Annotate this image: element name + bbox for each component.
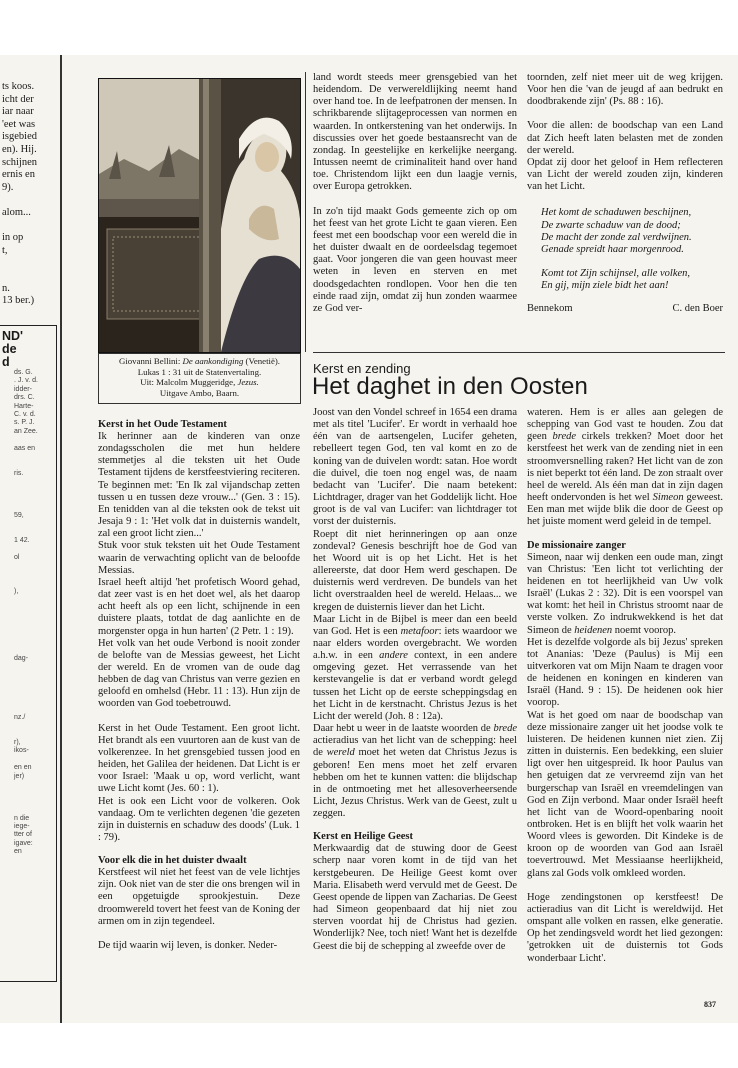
paragraph: De tijd waarin wij leven, is donker. Neder- bbox=[98, 939, 278, 951]
paragraph: Israel heeft altijd 'het profetisch Woord gehad, dat zeer vast is en het doet wel, als het daarop acht heeft als op een licht, schijnende in een duistere plaats, totdat de dag aanlichte en de morgenster opga in hun harten' (2 Petr. 1 : 19). bbox=[98, 576, 300, 637]
previous-box-line bbox=[14, 596, 56, 604]
previous-box-line: n die bbox=[14, 814, 30, 822]
caption-painting-title: De aankondiging bbox=[182, 356, 244, 366]
signature-place: Bennekom bbox=[527, 302, 573, 314]
previous-box-heading-line: ND' bbox=[2, 329, 24, 343]
paragraph: Voor die allen: de boodschap van een Land dat Zich heeft laten belasten met de zonden der wereld. bbox=[527, 120, 723, 156]
paragraph: Het is ook een Licht voor de volkeren. Ook vandaag. Om te verlichten degenen 'die gezeten zijn in duisternis en schaduw des doods' (Luk. 1 : 79). bbox=[98, 795, 300, 843]
previous-box-text bbox=[0, 369, 56, 857]
previous-box-line: ris. bbox=[14, 469, 24, 477]
previous-box-line: drs. C. bbox=[14, 394, 35, 402]
caption-line: Uitgave Ambo, Baarn. bbox=[159, 387, 240, 398]
caption-text: (Venetië). bbox=[243, 356, 280, 366]
paragraph: toornden, zelf niet meer uit de weg krijgen. Voor hen die 'van de jeugd af aan bedrukt en doodbrakende zijn' (Ps. 88 : 16). bbox=[527, 72, 723, 108]
previous-box-line: r), bbox=[14, 738, 21, 746]
paragraph: In zo'n tijd maakt Gods gemeente zich op om het feest van het grote Licht te gaan vieren. Een feest met een boodschap voor een wereld die in het duister dwaalt en de oordeelsdag tegemoet gaat. Voor jongeren die van geen houvast meer weten in leven en sterven en met doodsgedachten rondlopen. Voor hen die ten einde raad zijn, omdat zij hun zonden waarmee ze God ver- bbox=[313, 205, 517, 314]
previous-box-line: idder- bbox=[14, 385, 32, 393]
previous-page-line: icht der bbox=[2, 93, 34, 105]
previous-page-line: 13 ber.) bbox=[2, 295, 35, 307]
previous-box-line bbox=[14, 495, 56, 503]
previous-box-line: C. v. d. bbox=[14, 411, 36, 419]
previous-box-line bbox=[14, 646, 56, 654]
section-heading: Kerst en Heilige Geest bbox=[313, 831, 414, 843]
previous-box-line bbox=[14, 705, 56, 713]
previous-box-line bbox=[14, 730, 56, 738]
previous-article-column-2 bbox=[313, 72, 517, 315]
paragraph: Opdat zij door het geloof in Hem reflecteren van Licht der wereld zouden zijn, kinderen van het Licht. bbox=[527, 156, 723, 193]
paragraph: Stuk voor stuk teksten uit het Oude Testament waarin de verwachting oplicht van de beloofde Messias. bbox=[98, 540, 300, 576]
previous-box-line bbox=[14, 562, 56, 570]
page-number: 837 bbox=[704, 1000, 716, 1009]
previous-box-line bbox=[14, 672, 56, 680]
paragraph: Hoge zendingstonen op kerstfeest! De actieradius van dit Licht is wereldwijd. Het omspant alle volken en rassen, elke generatie. Op het zendingsveld wordt het lied gezongen: 'getrokken uit de duisternis tot Gods wonderbaar Licht'. bbox=[527, 891, 723, 964]
article-column-3 bbox=[527, 407, 723, 965]
previous-box-line bbox=[14, 478, 56, 486]
previous-box-heading-line: d bbox=[2, 355, 10, 369]
caption-line bbox=[99, 377, 300, 388]
paragraph: Simeon, naar wij denken een oude man, zingt van Christus: 'Een licht tot verlichting der heidenen en tot heerlijkheid van Uw volk Israël' (Lukas 2 : 32). Dit is een voorspel van wat komt: het heil in Christus stroomt naar de verste volken. Zo indrukwekkend is het dat Simeon de heidenen noemt voorop. bbox=[527, 551, 723, 636]
caption-line: Lukas 1 : 31 uit de Statenvertaling. bbox=[137, 366, 262, 377]
previous-article-paragraphs bbox=[527, 72, 723, 193]
previous-box-line: 59, bbox=[14, 511, 24, 519]
previous-box-line bbox=[14, 504, 56, 512]
previous-page-line: t, bbox=[2, 244, 8, 256]
paragraph: Kerstfeest wil niet het feest van de vele lichtjes zijn. Ook niet van de ster die ons brengen wil in een opgetuigde sprookjestuin. Deze droomwereld tovert het feest van de Koning der armen om in zijn tegendeel. bbox=[98, 867, 300, 927]
caption-text: Uit: Malcolm Muggeridge, bbox=[140, 377, 238, 388]
previous-box-line bbox=[14, 520, 56, 528]
previous-page-line: iar naar bbox=[2, 106, 34, 118]
previous-page-line: 'eet was bbox=[2, 118, 36, 130]
previous-box-line bbox=[14, 453, 56, 461]
verse-line: En gij, mijn ziele bidt het aan! bbox=[541, 280, 669, 292]
previous-box-line bbox=[14, 688, 56, 696]
previous-box-line bbox=[14, 798, 56, 806]
previous-box-line: igave: bbox=[14, 839, 33, 847]
paragraph: wateren. Hem is er alles aan gelegen de schepping van God vast te houden. Zou dat geen brede cirkels trekken? Moet door het kerstfeest het werk van de zending niet in een stroomversnelling raken? Het licht van de zon is niet beperkt tot één land. De zon straalt over heel de wereld. Als één man dat in zijn dagen heeft ondervonden is het wel Simeon geweest. Een man met wijde blik die door de Geest op het juiste moment werd geleid in de tempel. bbox=[527, 407, 724, 528]
previous-box-line: en bbox=[14, 848, 22, 856]
previous-box-heading-line: de bbox=[2, 342, 17, 356]
previous-box-line bbox=[14, 756, 56, 764]
previous-page-line bbox=[2, 257, 58, 270]
previous-box-line bbox=[14, 546, 56, 554]
caption-book-title: Jezus. bbox=[237, 377, 259, 388]
previous-page-line: alom... bbox=[2, 206, 31, 218]
previous-page-line bbox=[2, 270, 58, 283]
previous-box-line bbox=[14, 789, 56, 797]
previous-page-box bbox=[0, 325, 57, 982]
previous-box-line: Harte- bbox=[14, 402, 34, 410]
section-heading: De missionaire zanger bbox=[527, 539, 626, 551]
previous-box-line: . J. v. d. bbox=[14, 377, 38, 385]
previous-box-line: nz./ bbox=[14, 713, 26, 721]
previous-box-line bbox=[14, 680, 56, 688]
verse-line bbox=[541, 256, 723, 268]
previous-page-line bbox=[2, 220, 58, 233]
paragraph: Roept dit niet herinneringen op aan onze zondeval? Genesis beschrijft hoe de God van het Woord uit is op het Licht. Het is het allereerste, dat door Hem werd geschapen. De duisternis werd verdreven. De bundels van het licht overstraalden heel de wereld. Helaas... we kregen de duisternis liever dan het Licht. bbox=[313, 528, 517, 613]
verse-line: De zwarte schaduw van de dood; bbox=[541, 219, 681, 231]
previous-box-line: tter of bbox=[14, 831, 32, 839]
article-title: Het daghet in den Oosten bbox=[312, 373, 588, 400]
section-rule bbox=[313, 352, 725, 353]
previous-box-line bbox=[14, 722, 56, 730]
previous-page-line: schijnen bbox=[2, 156, 37, 168]
previous-box-heading bbox=[0, 326, 56, 369]
previous-box-line bbox=[14, 579, 56, 587]
previous-box-line: jer) bbox=[14, 772, 25, 780]
verse-line: De macht der zonde zal verdwijnen. bbox=[541, 231, 692, 243]
column-divider bbox=[305, 72, 306, 352]
previous-box-line bbox=[14, 697, 56, 705]
previous-box-line: ), bbox=[14, 587, 19, 595]
image-caption bbox=[98, 353, 301, 404]
paragraph: Merkwaardig dat de stuwing door de Geest scherp naar voren komt in de tijd van het kerstgebeuren. De Heilige Geest komt over Maria. Elisabeth werd vervuld met de Geest. De Geest opende de lippen van Zacharias. De Geest had Simeon geopenbaard dat hij niet zou sterven voordat hij de Christus had gezien. Wonderlijk? Nee, toch niet! Want het is dezelfde Geest die bij de schepping al zweefde over de bbox=[313, 843, 517, 952]
verse-line: Het komt de schaduwen beschijnen, bbox=[541, 207, 692, 219]
previous-box-line: an Zee. bbox=[14, 427, 38, 435]
article-column-2 bbox=[313, 407, 517, 953]
hymn-verse bbox=[527, 207, 723, 292]
paragraph: Maar Licht in de Bijbel is meer dan een beeld van God. Het is een metafoor: iets waardoor we naar elders worden overgebracht. We worden a.h.w. in een andere context, in een andere omgeving gezet. Het verrassende van het kerstevangelie is dat er verband wordt gelegd tussen het Licht op de eerste scheppingsdag en het Licht in de kerstnacht. Christus Jezus is het Licht der wereld (Joh. 8 : 12a). bbox=[313, 613, 517, 722]
paragraph: Het is dezelfde volgorde als bij Jezus' spreken tot Ananias: 'Deze (Paulus) is Mij een uitverkoren vat om Mijn Naam te dragen voor de heidenen en koningen en kinderen van Israël (Hand. 9 : 15). De heidenen ook hier voorop. bbox=[527, 636, 723, 709]
previous-box-line bbox=[14, 621, 56, 629]
previous-box-line bbox=[14, 781, 56, 789]
verse-line: Komt tot Zijn schijnsel, alle volken, bbox=[541, 268, 691, 280]
previous-article-column-3 bbox=[527, 72, 723, 315]
previous-box-line: 1 42. bbox=[14, 537, 30, 545]
previous-box-line bbox=[14, 461, 56, 469]
caption-text: Giovanni Bellini: bbox=[118, 356, 183, 366]
previous-page-line: ts koos. bbox=[2, 81, 35, 92]
previous-box-line: aas en bbox=[14, 444, 36, 452]
previous-box-line: s. P. J. bbox=[14, 419, 35, 427]
previous-page-line: isgebied bbox=[2, 131, 37, 143]
previous-box-line: ikos- bbox=[14, 747, 29, 755]
previous-box-line: ds. G. bbox=[14, 369, 33, 376]
verse-line: Genade spreidt haar morgenrood. bbox=[541, 243, 684, 255]
previous-box-line bbox=[14, 571, 56, 579]
previous-box-line bbox=[14, 806, 56, 814]
previous-page-text bbox=[2, 81, 58, 308]
previous-box-line bbox=[14, 487, 56, 495]
previous-box-line: en en bbox=[14, 764, 32, 772]
previous-box-line bbox=[14, 638, 56, 646]
caption-line bbox=[99, 356, 300, 367]
previous-page-line: ernis en bbox=[2, 169, 35, 181]
previous-page-line: 9). bbox=[2, 181, 14, 193]
section-heading: Kerst in het Oude Testament bbox=[98, 419, 227, 430]
signature-author: C. den Boer bbox=[672, 302, 723, 314]
signature bbox=[527, 303, 723, 315]
article-kicker: Kerst en zending bbox=[313, 361, 411, 376]
previous-box-line: ol bbox=[14, 553, 20, 561]
previous-box-line bbox=[14, 663, 56, 671]
paragraph: Daar hebt u weer in de laatste woorden de brede actieradius van het licht van de schepping: heel de wereld moet het weten dat Christus Jezus is geboren! Een mens moet het zelf ervaren hebben om het te kunnen vatten: die blijdschap in de ontmoeting met het allesoverheersende Licht, Jezus Christus. Werk van de Geest, zult u zeggen. bbox=[313, 723, 517, 820]
previous-box-line bbox=[14, 604, 56, 612]
previous-page-line: n. bbox=[2, 282, 10, 294]
paragraph: Het volk van het oude Verbond is nooit zonder de belofte van de Messias geweest, het Licht der wereld. En de vromen van de oude dag hebben de dag van Christus van verre gezien en geloofd en omhelsd (Hebr. 11 : 13). Hun zijn de woorden van God toebetrouwd. bbox=[98, 637, 300, 710]
section-heading: Voor elk die in het duister dwaalt bbox=[98, 855, 247, 867]
paragraph: land wordt steeds meer grensgebied van het heidendom. De verwereldlijking neemt hand over hand toe. In de leefpatronen der mensen. In schrikbarende slijtageprocessen van normen en waarden. In ontkerstening van het onderwijs. In discussies over het goede bestaansrecht van de zondag. In geestelijke en kerkelijke neergang. Intussen neemt de criminaliteit hand over hand toe. Christendom lijkt een dun laagje vernis, over Europa getrokken. bbox=[313, 72, 517, 193]
previous-box-line bbox=[14, 436, 56, 444]
previous-page-line bbox=[2, 194, 58, 207]
paragraph: Joost van den Vondel schreef in 1654 een drama met als titel 'Lucifer'. Er wordt in verhaald hoe één van de aartsengelen, Lucifer geheten, rebelleert tegen God, ten val komt en zo de koning van de duivelen wordt: satan. Hoe wordt die duivel, die toen nog engel was, de naam bedacht van 'Lucifer'. Die naam betekent: Lichtdrager, drager van het Goddelijk licht. Hoe groot is de val van Lucifer: van lichtdrager tot vorst der duisternis. bbox=[313, 407, 517, 528]
previous-box-line bbox=[14, 529, 56, 537]
annunciation-painting-icon bbox=[98, 78, 301, 353]
previous-box-line bbox=[14, 613, 56, 621]
previous-page-line: in op bbox=[2, 232, 24, 244]
paragraph: Ik herinner aan de kinderen van onze zondagsscholen die met hun heldere stemmetjes al die teksten uit het Oude Testament tijdens de kerstfeestviering reciteren. Te beginnen met: 'En Ik zal vijandschap zetten tussen u en tussen deze vrouw...' (Gen. 3 : 15). En tenidden van al die teksten ook de tekst uit Jesaja 9 : 1: 'Het volk dat in duisternis wandelt, zal een groot licht zien...' bbox=[98, 431, 300, 540]
previous-box-line bbox=[14, 630, 56, 638]
paragraph: Wat is het goed om naar de boodschap van deze missionaire zanger uit het joodse volk te luisteren. De heidenen kunnen niet zien. Zij zitten in duisternis. Een bedekking, een sluier ligt over hen uitgespreid. Ik hoor Paulus van hen getuigen dat ze vervreemd zijn van het burgerschap van Israël en vreemdelingen van God en Zijn verbond. Maar onder Israël heeft het licht van de Woord-openbaring nooit ontbroken. Het is en blijft het volk waarin het Woord vlees is geworden. Dit Kindeke is de kroon op de woorden van God aan Israël toevertrouwd. Met Messiaanse heerlijkheid, glans zal Gods volk omkleed worden. bbox=[527, 709, 723, 879]
article-column-1 bbox=[98, 418, 300, 952]
paragraph: Kerst in het Oude Testament. Een groot licht. Het brandt als een vuurtoren aan de kust van de volkerenzee. In het grensgebied tussen jood en heiden, het Galilea der heidenen. Dat Licht is er voor Israel: 'Maak u op, word verlicht, want uwe Licht komt (Jes. 60 : 1). bbox=[98, 722, 300, 795]
previous-box-line: dag- bbox=[14, 654, 29, 662]
previous-page-line: en). Hij. bbox=[2, 143, 37, 155]
previous-page-strip bbox=[0, 55, 62, 1023]
previous-box-line: iege- bbox=[14, 822, 30, 830]
